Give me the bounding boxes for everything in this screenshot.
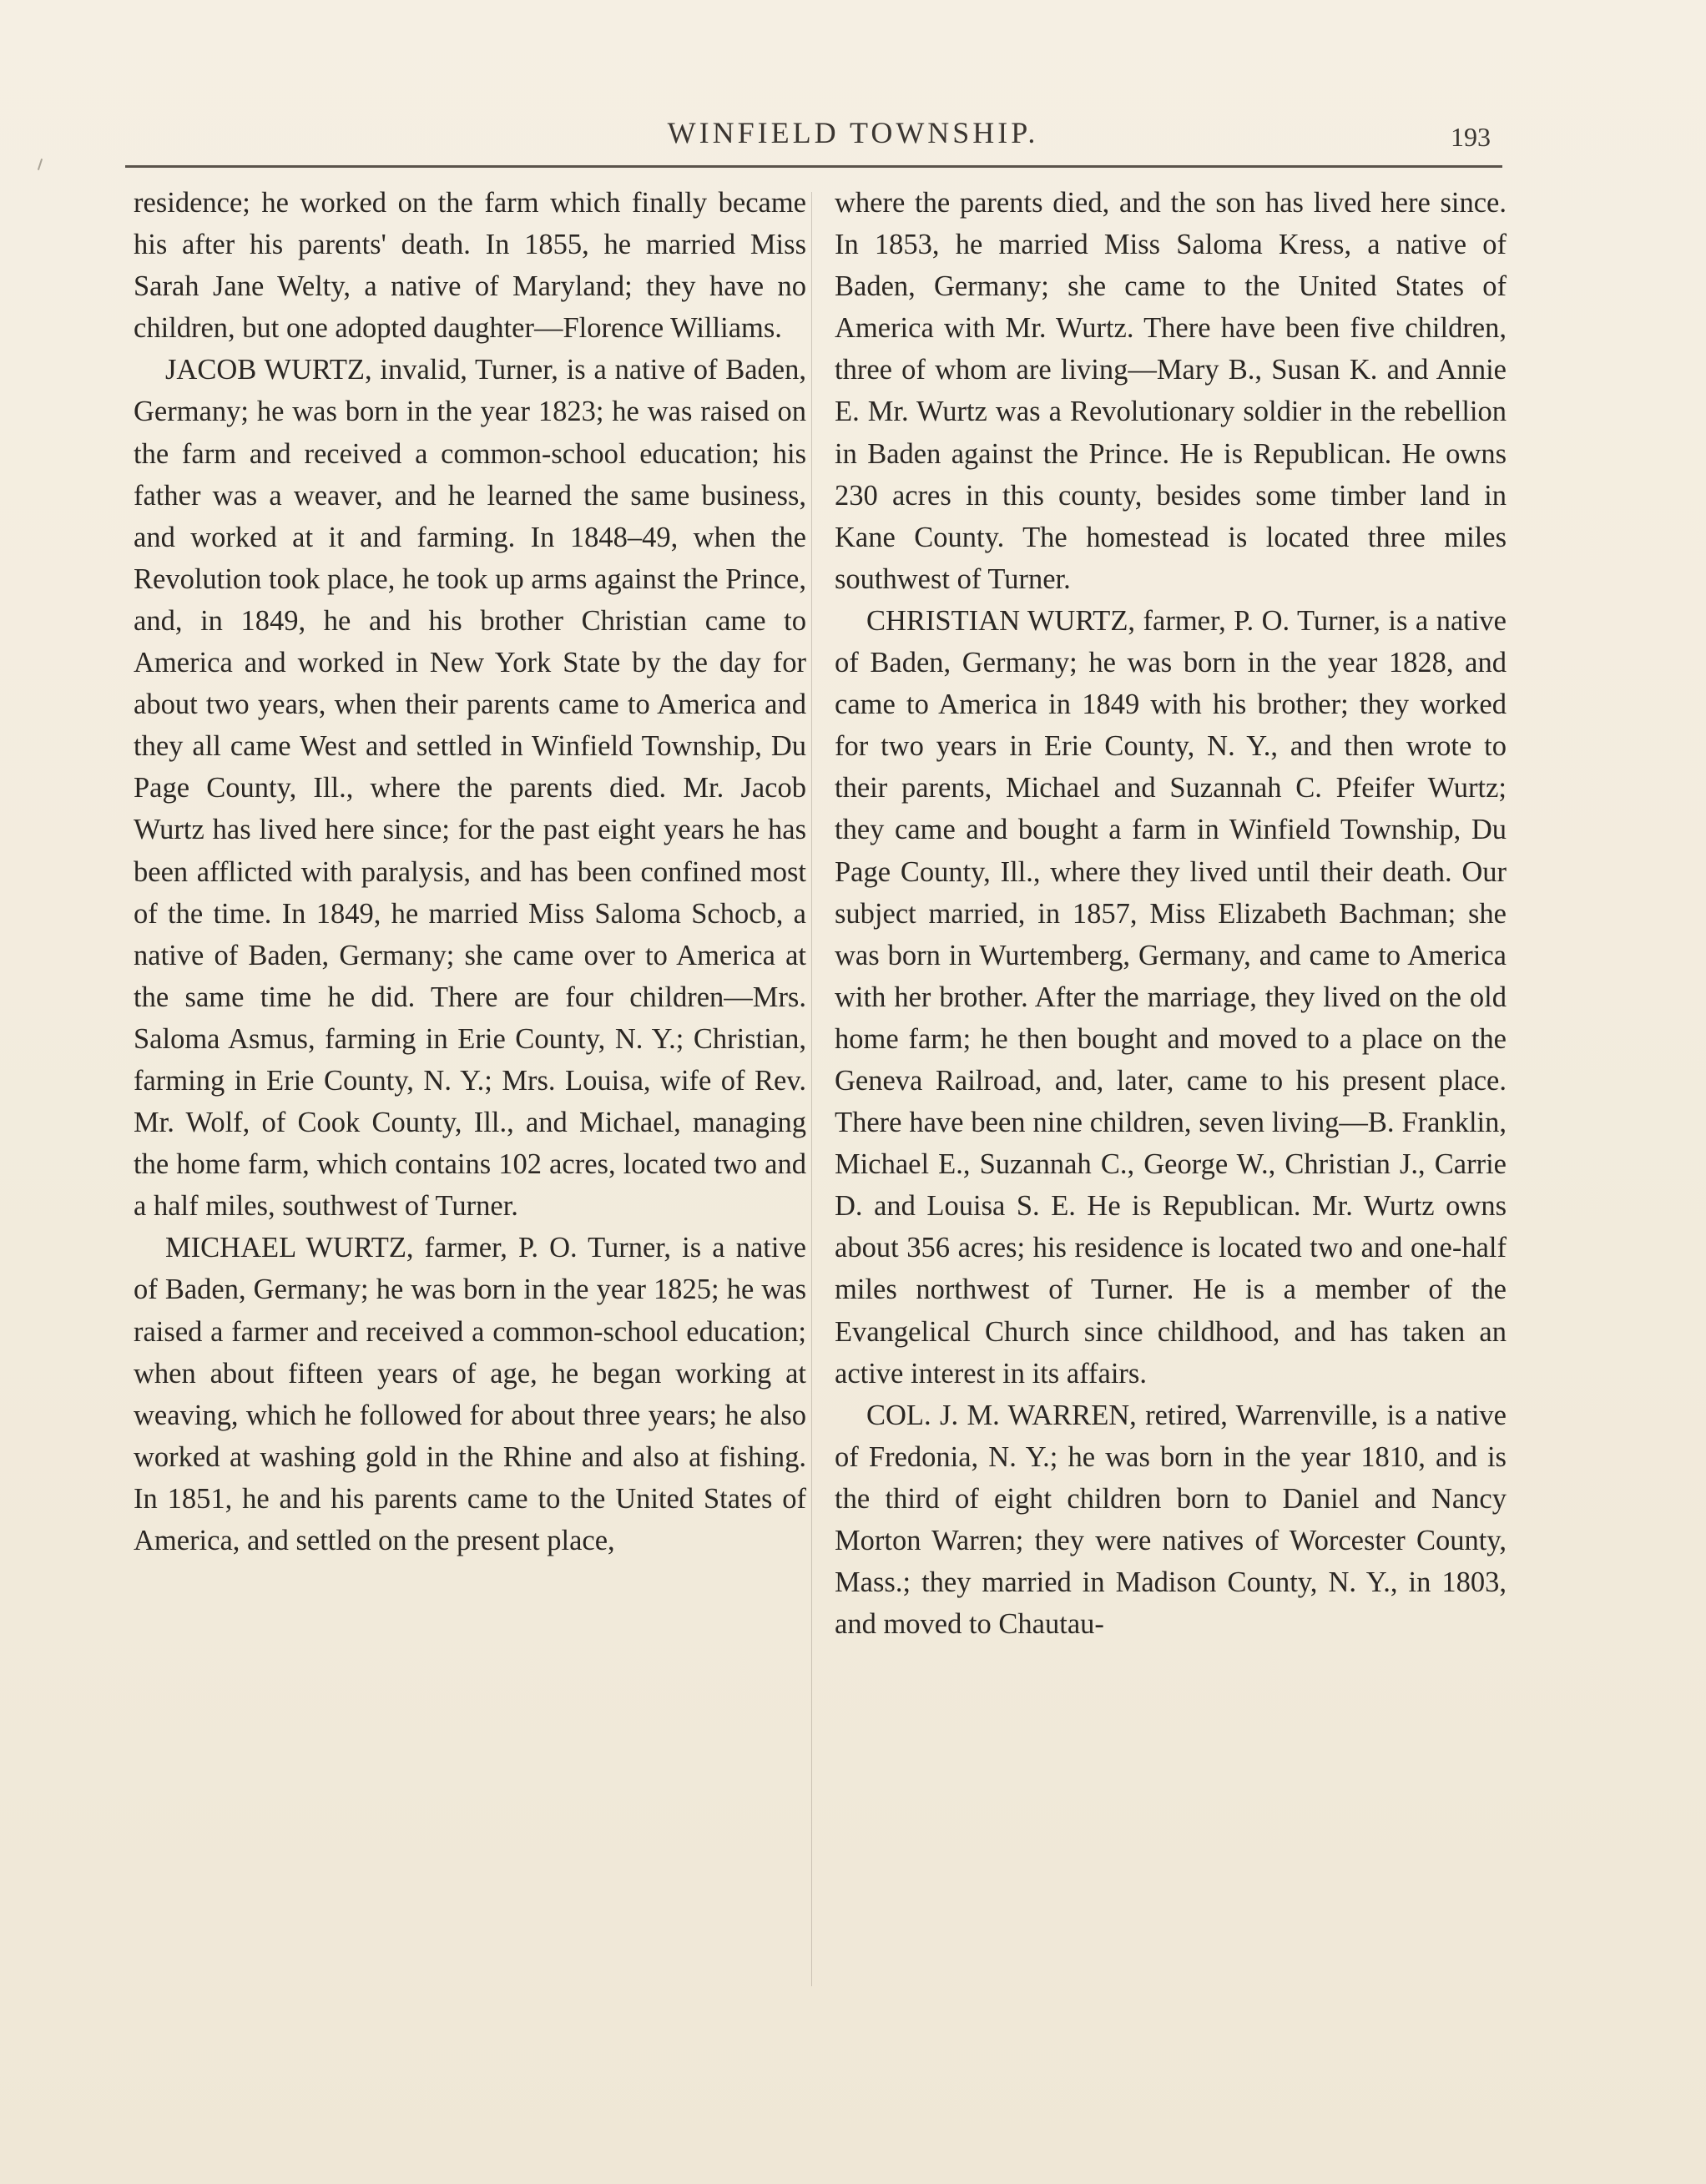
paragraph: COL. J. M. WARREN, retired, Warrenville, is a native of Fredonia, N. Y.; he was born in the year 1810, and is the third of eight children born to Daniel and Nancy Morton Warren; they were natives of Worcester County, Mass.; they married in Madison County, N. Y., in 1803, and moved to Chautau- [835,1399,1507,1641]
column-divider [811,192,812,1986]
right-column [835,182,1507,1645]
header-rule [125,165,1502,168]
paragraph: JACOB WURTZ, invalid, Turner, is a native of Baden, Germany; he was born in the year 1823; he was raised on the farm and received a common-school education; his father was a weaver, and he learned the same business, and worked at it and farming. In 1848–49, when the Revolution took place, he took up arms against the Prince, and, in 1849, he and his brother Christian came to America and worked in New York State by the day for about two years, when their parents came to America and they all came West and settled in Winfield Township, Du Page County, Ill., where the parents died. Mr. Jacob Wurtz has lived here since; for the past eight years he has been afflicted with paralysis, and has been confined most of the time. In 1849, he married Miss Saloma Schocb, a native of Baden, Germany; she came over to America at the same time he did. There are four children—Mrs. Saloma Asmus, farming in Erie County, N. Y.; Christian, farming in Erie County, N. Y.; Mrs. Louisa, wife of Rev. Mr. Wolf, of Cook County, Ill., and Michael, managing the home farm, which contains 102 acres, located two and a half miles, southwest of Turner. [134,354,806,1223]
page-title: WINFIELD TOWNSHIP. [667,116,1039,149]
running-head [0,115,1706,157]
margin-mark [38,159,43,170]
paragraph: residence; he worked on the farm which finally became his after his parents' death. In 1855, he married Miss Sarah Jane Welty, a native of Maryland; they have no children, but one adopted daughter—Florence Williams. [134,187,806,345]
paragraph: MICHAEL WURTZ, farmer, P. O. Turner, is a native of Baden, Germany; he was born in the year 1825; he was raised a farmer and received a common-school education; when about fifteen years of age, he began working at weaving, which he followed for about three years; he also worked at washing gold in the Rhine and also at fishing. In 1851, he and his parents came to the United States of America, and settled on the present place, [134,1232,806,1556]
paragraph: where the parents died, and the son has lived here since. In 1853, he married Miss Saloma Kress, a native of Baden, Germany; she came to the United States of America with Mr. Wurtz. There have been five children, three of whom are living—Mary B., Susan K. and Annie E. Mr. Wurtz was a Revolutionary soldier in the rebellion in Baden against the Prince. He is Republican. He owns 230 acres in this county, besides some timber land in Kane County. The homestead is located three miles southwest of Turner. [835,187,1507,595]
left-column [134,182,806,1561]
page-number: 193 [1451,122,1491,152]
paragraph: CHRISTIAN WURTZ, farmer, P. O. Turner, is a native of Baden, Germany; he was born in the year 1828, and came to America in 1849 with his brother; they worked for two years in Erie County, N. Y., and then wrote to their parents, Michael and Suzannah C. Pfeifer Wurtz; they came and bought a farm in Winfield Township, Du Page County, Ill., where they lived until their death. Our subject married, in 1857, Miss Elizabeth Bachman; she was born in Wurtemberg, Germany, and came to America with her brother. After the marriage, they lived on the old home farm; he then bought and moved to a place on the Geneva Railroad, and, later, came to his present place. There have been nine children, seven living—B. Franklin, Michael E., Suzannah C., George W., Christian J., Carrie D. and Louisa S. E. He is Republican. Mr. Wurtz owns about 356 acres; his residence is located two and one-half miles northwest of Turner. He is a member of the Evangelical Church since childhood, and has taken an active interest in its affairs. [835,604,1507,1390]
